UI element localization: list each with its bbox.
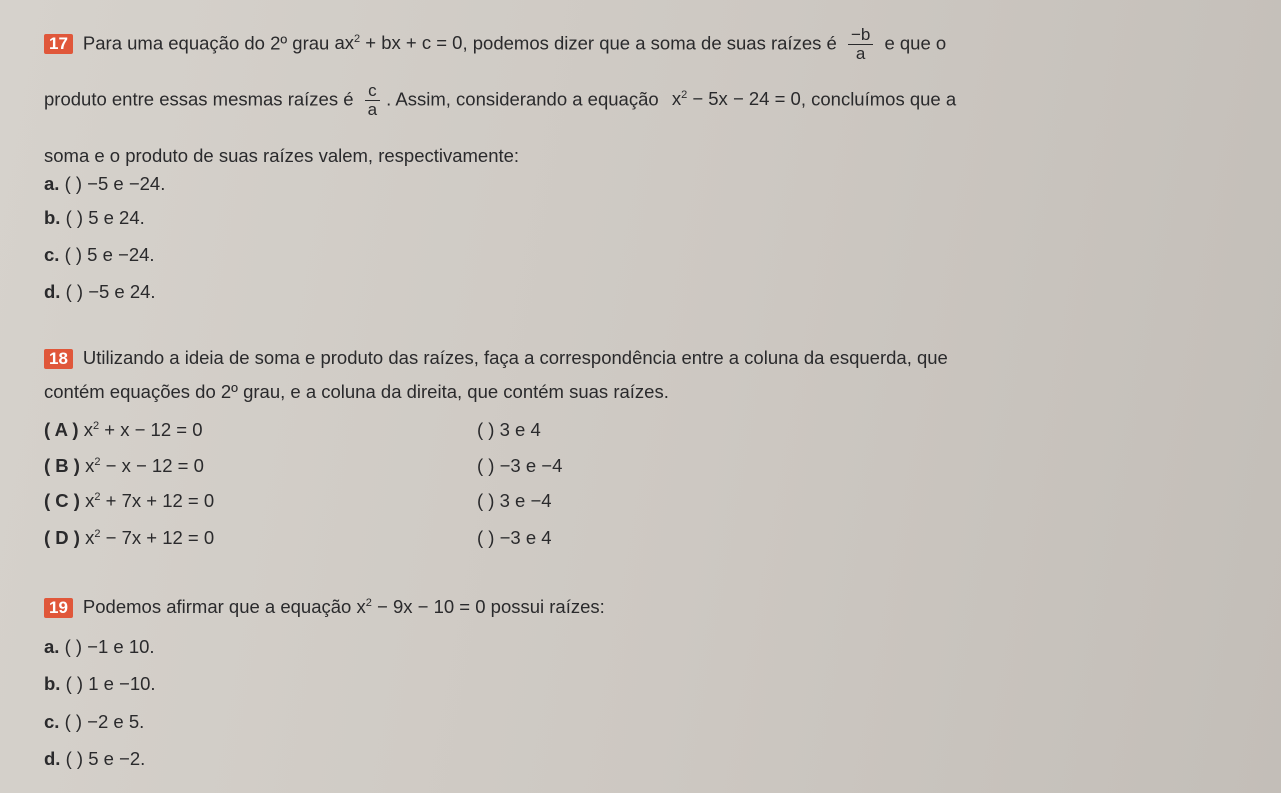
q18-right-4[interactable]: ( ) −3 e 4 [477, 527, 552, 548]
q17-number-badge: 17 [44, 34, 73, 54]
q17-option-a[interactable]: a. ( ) −5 e −24. [44, 173, 166, 194]
q18-left-d: ( D ) $x^2 - 7x + 12 = 0$ [44, 527, 215, 548]
q17-equation-general: $ax^2$ + bx + c = 0 [334, 32, 463, 54]
q18-text-1: Utilizando a ideia de soma e produto das raízes, faça a correspondência entre a coluna da esquerda, que [82, 347, 948, 368]
q17-line-1 [44, 26, 946, 63]
q19-equation: $x^2 - 9x - 10 = 0$ [356, 596, 486, 617]
q17-option-c[interactable]: c. ( ) 5 e −24. [44, 244, 155, 265]
q17-option-d[interactable]: d. ( ) −5 e 24. [44, 281, 156, 302]
q19-option-d[interactable]: d. ( ) 5 e −2. [44, 748, 146, 769]
q17-fraction-product: $\frac{c}{a}$ [365, 82, 380, 119]
q17-text-2b: . Assim, considerando a equação [386, 88, 659, 110]
q17-fraction-sum: $\frac{-b}{a}$ [848, 26, 873, 63]
q19-text-a: Podemos afirmar que a equação [82, 596, 352, 617]
q17-text-1b: , podemos dizer que a soma de suas raízes é [462, 32, 837, 54]
q18-right-1[interactable]: ( ) 3 e 4 [477, 419, 541, 440]
q17-text-1c: e que o [884, 32, 947, 54]
q19-option-a[interactable]: a. ( ) −1 e 10. [44, 636, 155, 657]
q19-text-b: possui raízes: [490, 596, 605, 617]
q18-number-badge: 18 [44, 349, 73, 369]
q18-line-1 [44, 347, 948, 369]
q17-line-2 [44, 82, 956, 119]
q17-text-1a: Para uma equação do 2º grau [82, 32, 330, 54]
q17-equation: $x^2 - 5x - 24 = 0$ [671, 88, 801, 110]
q19-number-badge: 19 [44, 598, 73, 618]
q17-text-2c: , concluímos que a [800, 88, 957, 110]
q18-line-2: contém equações do 2º grau, e a coluna da direita, que contém suas raízes. [44, 381, 669, 402]
q18-right-3[interactable]: ( ) 3 e −4 [477, 490, 552, 511]
q19-option-c[interactable]: c. ( ) −2 e 5. [44, 711, 145, 732]
q18-left-a: ( A ) $x^2 + x - 12 = 0$ [44, 419, 203, 440]
q18-left-c: ( C ) $x^2 + 7x + 12 = 0$ [44, 490, 215, 511]
q17-line-3: soma e o produto de suas raízes valem, respectivamente: [44, 145, 520, 166]
q18-left-b: ( B ) $x^2 - x - 12 = 0$ [44, 455, 204, 476]
q18-right-2[interactable]: ( ) −3 e −4 [477, 455, 563, 476]
q19-option-b[interactable]: b. ( ) 1 e −10. [44, 673, 156, 694]
q17-text-2a: produto entre essas mesmas raízes é [44, 88, 354, 110]
q17-option-b[interactable]: b. ( ) 5 e 24. [44, 207, 145, 228]
q19-line [44, 596, 605, 618]
